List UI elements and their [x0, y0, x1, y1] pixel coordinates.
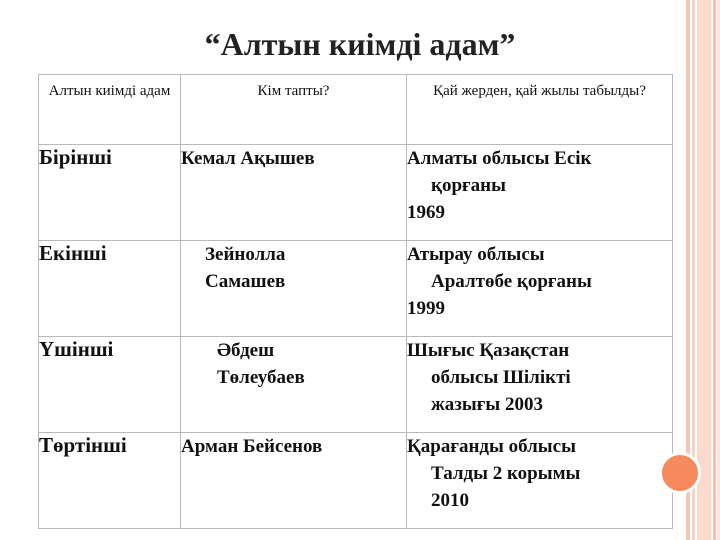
row-finder: Кемал Ақышев	[181, 145, 407, 241]
place-line: Қарағанды облысы	[407, 436, 576, 457]
row-place-year	[407, 145, 673, 241]
table-header-row	[39, 75, 673, 145]
row-ordinal: Төртінші	[39, 433, 181, 529]
place-line: Шығыс Қазақстан	[407, 340, 570, 361]
place-line: Атырау облысы	[407, 244, 545, 265]
place-line: Аралтөбе қорғаны	[431, 271, 592, 292]
table-row	[39, 145, 673, 241]
place-line: облысы Шілікті	[431, 367, 571, 388]
table-row	[39, 241, 673, 337]
table-row	[39, 433, 673, 529]
table-row	[39, 337, 673, 433]
golden-man-table	[38, 74, 673, 529]
place-line: Талды 2 корымы	[431, 463, 581, 484]
decor-stripe	[713, 0, 716, 540]
decor-stripe	[697, 0, 711, 540]
place-line: жазығы 2003	[431, 394, 543, 415]
row-place-year	[407, 241, 673, 337]
header-cell-person: Алтын киімді адам	[39, 75, 181, 145]
decor-circle	[659, 452, 701, 494]
place-line: 1999	[407, 298, 445, 319]
place-line: Алматы облысы Есік	[407, 148, 592, 169]
place-line: 1969	[407, 202, 445, 223]
row-ordinal: Екінші	[39, 241, 181, 337]
place-line: 2010	[431, 490, 469, 511]
header-cell-place-year: Қай жерден, қай жылы табылды?	[407, 75, 673, 145]
row-finder: Зейнолла Самашев	[181, 241, 407, 337]
row-place-year	[407, 433, 673, 529]
header-cell-finder: Кім тапты?	[181, 75, 407, 145]
row-ordinal: Бірінші	[39, 145, 181, 241]
row-finder: Әбдеш Төлеубаев	[181, 337, 407, 433]
slide-title: “Алтын киімді адам”	[204, 26, 516, 62]
row-ordinal: Үшінші	[39, 337, 181, 433]
row-finder: Арман Бейсенов	[181, 433, 407, 529]
row-place-year	[407, 337, 673, 433]
place-line: қорғаны	[431, 175, 506, 196]
